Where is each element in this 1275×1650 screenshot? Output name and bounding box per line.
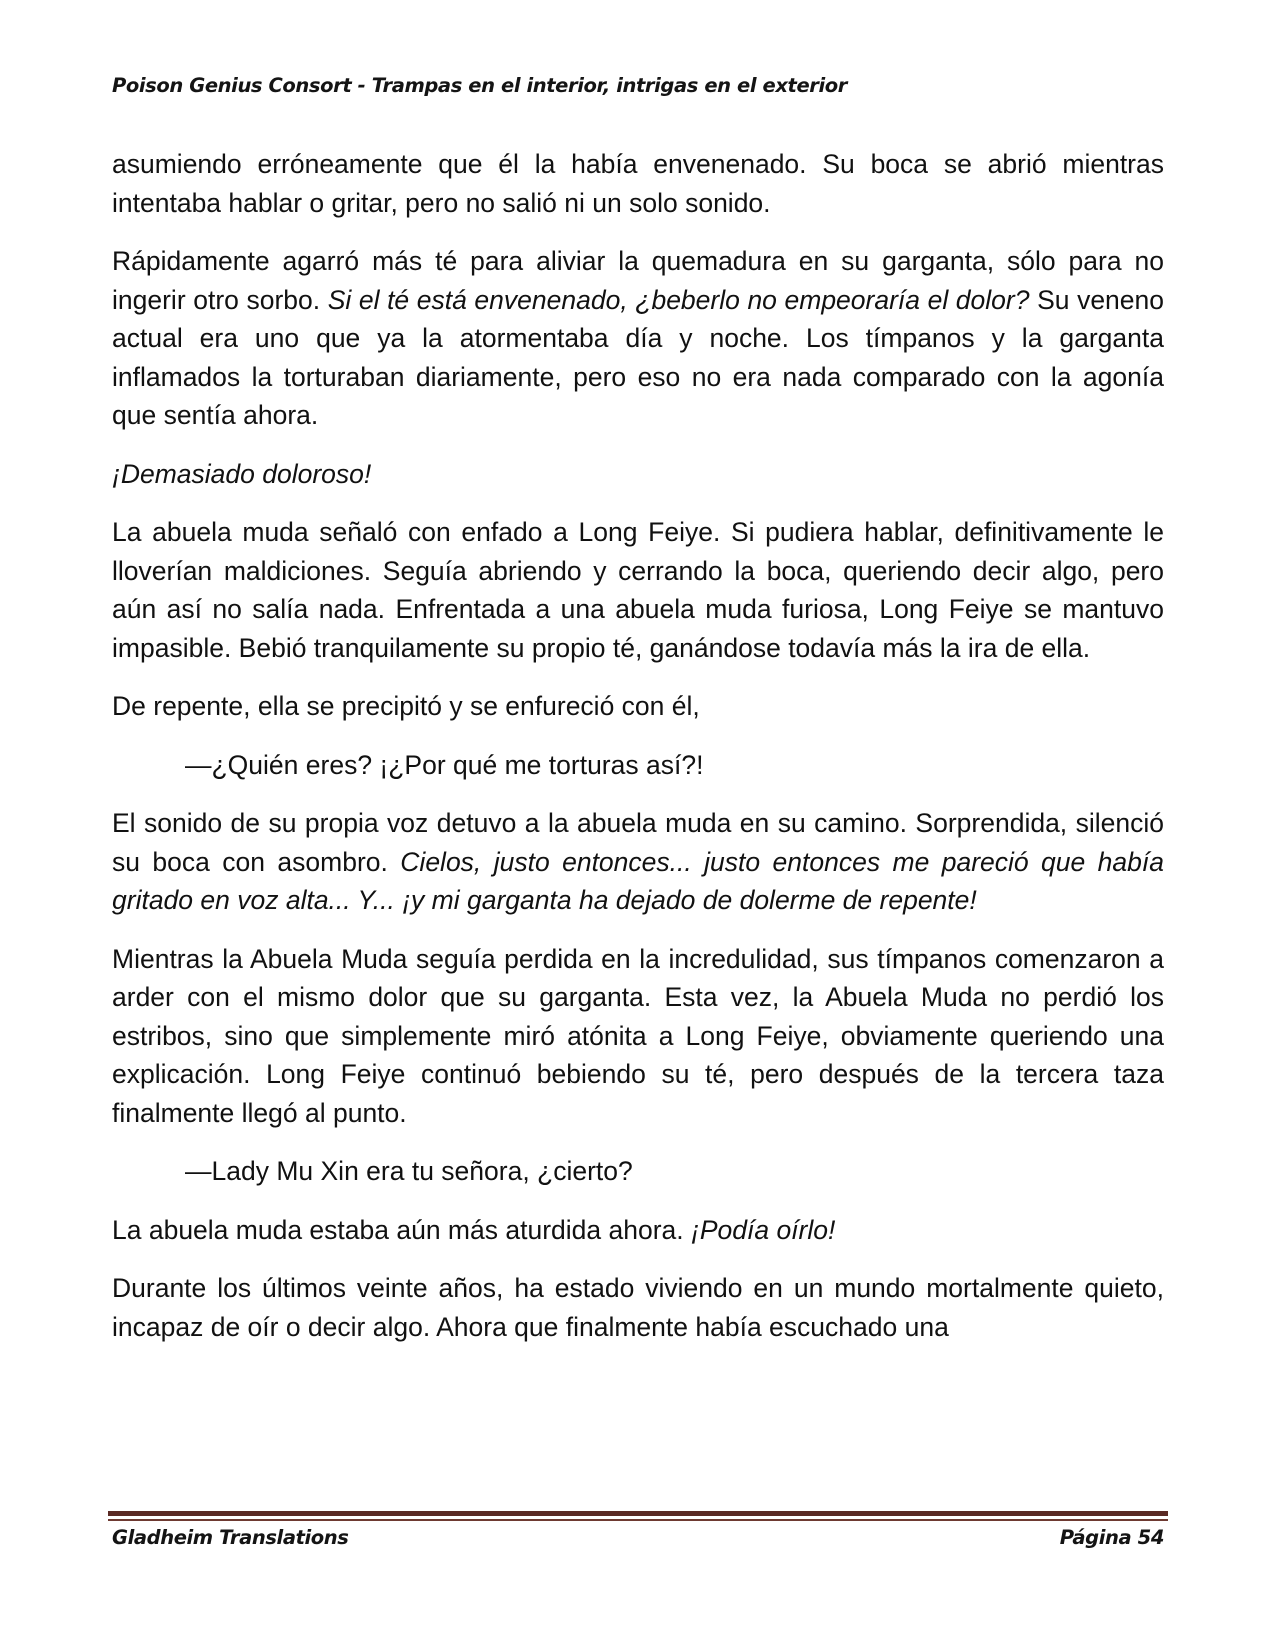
paragraph [112, 513, 1164, 667]
paragraph-text: Durante los últimos veinte años, ha estado viviendo en un mundo mortalmente quieto, incapaz de oír o decir algo. Ahora que finalmente había escuchado una [112, 1273, 1164, 1342]
paragraph-italic-text: Cielos, justo entonces... justo entonces me pareció que había gritado en voz alta... Y... ¡y mi garganta ha dejado de dolerme de repente! [112, 846, 1164, 915]
paragraph-text: Mientras la Abuela Muda seguía perdida en la incredulidad, sus tímpanos comenzaron a arder con el mismo dolor que su garganta. Esta vez, la Abuela Muda no perdió los estribos, sino que simplemente miró atónita a Long Feiye, obviamente queriendo una explicación. Long Feiye continuó bebiendo su té, pero después de la tercera taza finalmente llegó al punto. [112, 943, 1164, 1128]
dialogue-text: —¿Quién eres? ¡¿Por qué me torturas así?! [185, 749, 704, 780]
paragraph [112, 1211, 1164, 1250]
paragraph-italic-text: ¡Podía oírlo! [691, 1214, 836, 1245]
paragraph [112, 804, 1164, 920]
paragraph [112, 145, 1164, 222]
footer-page-number: Página 54 [1059, 1526, 1164, 1549]
paragraph-text: El sonido de su propia voz detuvo a la abuela muda en su camino. Sorprendida, silenció su boca con asombro. [112, 808, 1164, 877]
paragraph-italic-text: ¡Demasiado doloroso! [112, 458, 372, 489]
paragraph-text: La abuela muda señaló con enfado a Long Feiye. Si pudiera hablar, definitivamente le lloverían maldiciones. Seguía abriendo y cerrando la boca, queriendo decir algo, pero aún así no salía nada. Enfrentada a una abuela muda furiosa, Long Feiye se mantuvo impasible. Bebió tranquilamente su propio té, ganándose todavía más la ira de ella. [112, 517, 1164, 663]
paragraph-text: Rápidamente agarró más té para aliviar la quemadura en su garganta, sólo para no ingerir otro sorbo. [112, 246, 1164, 315]
document-body [112, 145, 1164, 1366]
paragraph [112, 687, 1164, 726]
dialogue-line [112, 746, 1164, 785]
paragraph-text: Su veneno actual era uno que ya la atormentaba día y noche. Los tímpanos y la garganta inflamados la torturaban diariamente, pero eso no era nada comparado con la agonía que sentía ahora. [112, 284, 1165, 430]
paragraph-text: La abuela muda estaba aún más aturdida ahora. [112, 1214, 691, 1245]
paragraph-italic-text: Si el té está envenenado, ¿beberlo no empeoraría el dolor? [327, 284, 1030, 315]
paragraph [112, 940, 1164, 1133]
paragraph [112, 242, 1164, 435]
paragraph-text: De repente, ella se precipitó y se enfureció con él, [112, 691, 700, 721]
dialogue-text: —Lady Mu Xin era tu señora, ¿cierto? [185, 1156, 633, 1186]
page-header-title: Poison Genius Consort - Trampas en el interior, intrigas en el exterior [112, 74, 848, 97]
paragraph-italic [112, 455, 1164, 494]
paragraph-text: asumiendo erróneamente que él la había envenenado. Su boca se abrió mientras intentaba hablar o gritar, pero no salió ni un solo sonido. [112, 149, 1164, 218]
footer-publisher: Gladheim Translations [112, 1526, 349, 1549]
footer-rule-thin [108, 1519, 1168, 1521]
dialogue-line [112, 1152, 1164, 1191]
footer-rule-thick [108, 1511, 1168, 1516]
paragraph [112, 1269, 1164, 1346]
